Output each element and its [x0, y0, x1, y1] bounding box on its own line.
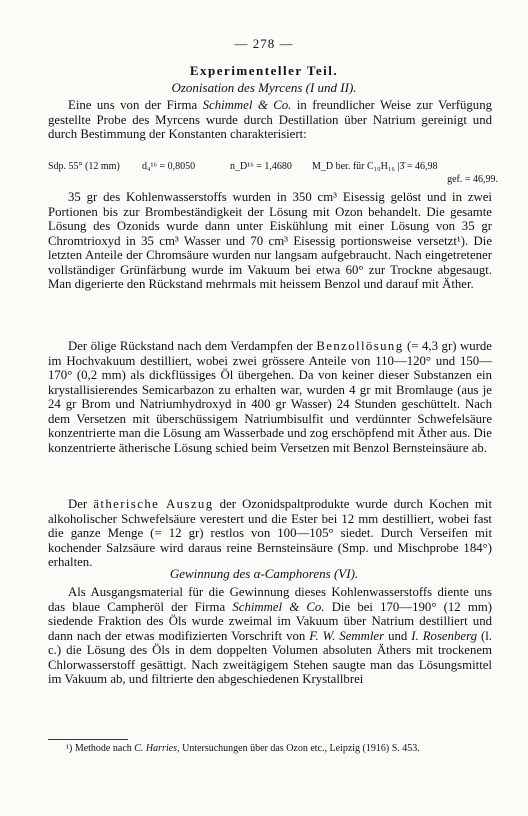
density-value: d₄¹⁶ = 0,8050: [142, 161, 196, 172]
author-name: F. W. Semmler: [309, 628, 385, 643]
firm-name: Schimmel & Co.: [202, 98, 292, 112]
paragraph-ether-extract: Der ätherische Auszug der Ozonidspaltprodukte wurde durch Kochen mit alkoholischer Schwefelsäure verestert und die Ester bei 12 mm destilliert, wobei fast die ganze Menge (= 12 gr) restlos von 100—105° siedet. Durch Verseifen mit kochender Salzsäure wird daraus reine Bernsteinsäure (Smp. und Mischprobe 184°) erhalten.: [48, 497, 492, 569]
paragraph-sample-description: Eine uns von der Firma Schimmel & Co. in freundlicher Weise zur Verfügung gestellte Probe des Myrcens wurde durch Destillation über Natrium gereinigt und durch Bestimmung der Konstanten charakterisiert:: [48, 98, 493, 141]
section-heading: Experimenteller Teil.: [189, 63, 339, 78]
paragraph-camphoren-preparation: Als Ausgangsmaterial für die Gewinnung dieses Kohlenwasserstoffs diente uns das blaue Campheröl der Firma Schimmel & Co. Die bei 170—190° (12 mm) siedende Fraktion des Öls wurde zweimal im Vakuum über Natrium destilliert und dann nach der etwas modifizierten Vorschrift von F. W. Semmler und I. Rosenberg (l. c.) die Lösung des Öls in dem doppelten Volumen absoluten Äthers mit trockenem Chlorwasserstoff gesättigt. Nach zweitägigem Stehen saugte man das Lösungsmittel im Vakuum ab, und filtrierte den abgeschiedenen Krystallbrei: [48, 585, 493, 686]
footnote-marker: ¹): [66, 743, 73, 754]
spaced-term: ätherische Auszug: [93, 497, 214, 511]
footnote: ¹) Methode nach C. Harries, Untersuchungen über das Ozon etc., Leipzig (1916) S. 453.: [66, 743, 420, 754]
author-name: I. Rosenberg: [411, 628, 477, 643]
footnote-divider: [48, 739, 128, 740]
molar-refraction-found: gef. = 46,99.: [447, 174, 498, 185]
firm-name: Schimmel & Co.: [232, 599, 325, 614]
physical-constants-line: [48, 161, 498, 191]
subheading-camphoren: Gewinnung des α-Camphorens (VI).: [169, 566, 359, 581]
refraction-index-value: n_D¹⁶ = 1,4680: [230, 161, 292, 172]
molar-refraction-calculated: M_D ber. für C₁₀H₁₆ |3̄ = 46,98: [312, 161, 438, 172]
spaced-term: Benzollösung: [316, 339, 404, 353]
paragraph-benzene-residue: Der ölige Rückstand nach dem Verdampfen der Benzollösung (= 4,3 gr) wurde im Hochvakuum destilliert, wobei zwei grössere Anteile von 110—120° und 150—170° (0,2 mm) als dickflüssiges Öl übergehen. Da von keiner dieser Substanzen ein krystallisierendes Semicarbazon zu erhalten war, wurden 4 gr mit Bromlauge (aus je 24 gr Brom und Natriumhydroxyd in 400 gr Wasser) 24 Stunden geschüttelt. Nach dem Versetzen mit überschüssigem Natriumbisulfit und verdünnter Schwefelsäure konzentrierte man die Lösung am Wasserbade und zog erschöpfend mit Äther aus. Die konzentrierte ätherische Lösung schied beim Versetzen mit Benzol Bernsteinsäure ab.: [48, 339, 492, 455]
page-number: — 278 —: [234, 36, 294, 51]
author-name: C. Harries,: [134, 743, 180, 754]
boiling-point: Sdp. 55° (12 mm): [48, 161, 120, 172]
subheading-ozonisation: Ozonisation des Myrcens (I und II).: [171, 80, 357, 95]
paragraph-ozonisation-procedure: 35 gr des Kohlenwasserstoffs wurden in 350 cm³ Eisessig gelöst und in zwei Portionen bis zur Brombeständigkeit der Lösung mit Ozon behandelt. Die gesamte Lösung des Ozonids wurde dann unter Eiskühlung mit einer Lösung von 35 gr Chromtrioxyd in 35 cm³ Wasser und 70 cm³ Eisessig portionsweise versetzt¹). Die letzten Anteile der Chromsäure wurden nur langsam aufgebraucht. Nach eingetretener vollständiger Grünfärbung wurde im Vakuum bei etwa 60° zur Trockne abgesaugt. Man digerierte den Rückstand mehrmals mit heissem Benzol und darauf mit Äther.: [48, 190, 492, 291]
